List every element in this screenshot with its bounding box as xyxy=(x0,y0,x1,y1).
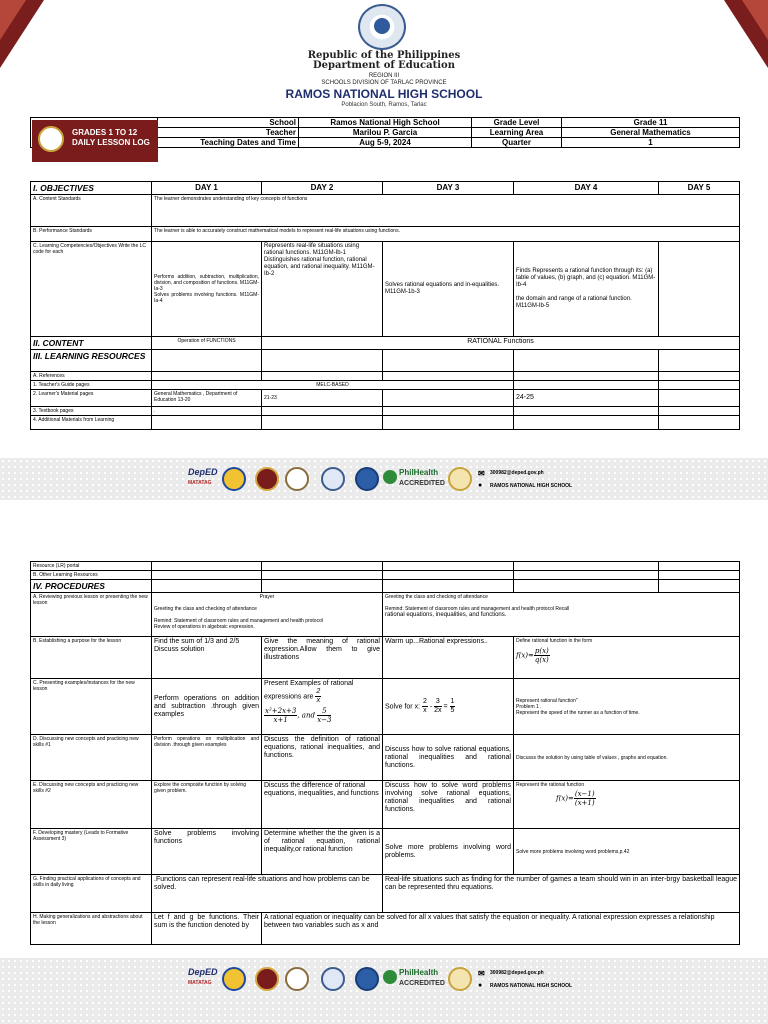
division-text: SCHOOLS DIVISION OF TARLAC PROVINCE xyxy=(321,80,447,86)
discussing2-day4-text: Represent the rational function xyxy=(516,782,585,788)
learning-resources-title: III. LEARNING RESOURCES xyxy=(31,350,152,372)
mastery-day2: Determine whether the the given is a of rational equation, rational inequality,or rational function xyxy=(262,829,383,875)
lc-day2-b: Distinguishes rational function, rational equation, and rational inequality. M11GM-Ib-2 xyxy=(264,257,375,277)
applications-day34: Real-life situations such as finding for the number of games a team should win in an inter-brgy basketball league can be represented thru equations. xyxy=(383,875,740,913)
sdo-seal-icon-2 xyxy=(355,967,379,991)
facebook-text-2: RAMOS NATIONAL HIGH SCHOOL xyxy=(490,983,573,989)
day3-header: DAY 3 xyxy=(383,182,514,195)
review-day12-line3: Review of operations in algebraic expression. xyxy=(154,624,255,630)
review-day34-line2: Remind: Statement of classroom rules and management and health protocol Recall xyxy=(385,606,570,612)
purpose-day1-line1: Find the sum of 1/3 and 2/5 xyxy=(154,638,240,645)
email-icon: ✉ xyxy=(478,469,485,478)
content-title: II. CONTENT xyxy=(31,337,152,350)
matatag-logo: MATATAG xyxy=(188,480,212,486)
mastery-day1: Solve problems involving functions xyxy=(152,829,262,875)
examples-day2 xyxy=(262,679,383,735)
prime-award-icon-2 xyxy=(448,967,472,991)
teacher-label: Teacher xyxy=(158,128,299,138)
accredited-text-2: ACCREDITED xyxy=(399,980,445,987)
day5-header: DAY 5 xyxy=(659,182,740,195)
teaching-dates-value: Aug 5-9, 2024 xyxy=(299,138,472,148)
day1-header: DAY 1 xyxy=(152,182,262,195)
examples-day3-text: Solve for x: xyxy=(385,703,421,711)
deped-logo-icon xyxy=(38,126,64,152)
examples-day4-line3: Represent the speed of the runner as a function of time. xyxy=(516,709,640,716)
discussing1-day3: Discuss how to solve rational equations, rational inequalities and rational functions. xyxy=(383,735,514,781)
school-address: Poblacion South, Ramos, Tarlac xyxy=(341,102,427,108)
footer-page-1 xyxy=(0,458,768,500)
division-seal-icon xyxy=(255,467,279,491)
quarter-value: 1 xyxy=(562,138,740,148)
examples-day2-formula1: $\frac{2}{x}$ xyxy=(316,688,321,704)
footer-page-2 xyxy=(0,958,768,1000)
learners-material-day1: General Mathematics , Department of Education 13-20 xyxy=(152,390,262,407)
document-page-1 xyxy=(0,0,768,458)
review-day34-line3: rational equations, inequalities, and functions. xyxy=(385,612,507,618)
textbook-pages-day1: . xyxy=(152,407,262,416)
examples-day2-formula2: $\frac{\text{x²+2x+3}}{x+1}$ , and $\frac{5}{x-3}$ xyxy=(265,707,332,724)
purpose-day1 xyxy=(152,637,262,679)
discussing2-day3: Discuss how to solve word problems involving solve rational equations, rational inequalities and rational functions. xyxy=(383,781,514,829)
department-text: Department of Education xyxy=(313,60,455,71)
philhealth-text: PhilHealth xyxy=(399,468,439,477)
purpose-day1-line2: Discuss solution xyxy=(154,646,205,653)
generalizations-day1: Let f and g be functions. Their sum is the function denoted by xyxy=(152,913,262,945)
learners-material-day2: 21-23 xyxy=(262,390,383,407)
textbook-pages-label: 3. Textbook pages xyxy=(31,407,152,416)
review-day12-line2: Remind: Statement of classroom rules and management and health protocol xyxy=(154,618,323,624)
learners-material-label: 2. Learner's Material pages xyxy=(31,390,152,407)
day2-header: DAY 2 xyxy=(262,182,383,195)
performance-standards-value: The learner is able to accurately construct mathematical models to represent real-life situations using functions. xyxy=(152,227,740,242)
lc-day1-b: Solves problems involving functions. M11GM-Ia-4 xyxy=(154,292,259,304)
accredited-text: ACCREDITED xyxy=(399,480,445,487)
grade-level-label: Grade Level xyxy=(472,118,562,128)
examples-day4-line1: Represent rational function" xyxy=(516,697,578,704)
examples-day1: Perform operations on addition and subtraction .through given examples xyxy=(152,679,262,735)
lc-day4 xyxy=(514,242,659,337)
mastery-day4: Solve more problems involving word problems,p.42 xyxy=(514,829,740,875)
matatag-logo-2: MATATAG xyxy=(188,980,212,986)
content-day1: Operation of FUNCTIONS xyxy=(152,337,262,350)
purpose-day2: Give the meaning of rational expression.Allow them to give illustrations xyxy=(262,637,383,679)
republic-text: Republic of the Philippines xyxy=(307,50,461,61)
mastery-day3: Solve more problems involving word problems. xyxy=(383,829,514,875)
content-standards-label: A. Content Standards xyxy=(31,195,152,227)
generalizations-day24: A rational equation or inequality can be solved for all x values that satisfy the equation or inequality. A rational expression expresses a relationship between two variables such as x and xyxy=(262,913,740,945)
purpose-day3: Warm up...Rational expressions.. xyxy=(383,637,514,679)
lc-day4-a: Finds Represents a rational function through its: (a) table of values, (b) graph, and (c) equation. M11GM-Ib-4 xyxy=(516,268,656,288)
additional-materials-cont: Resource (LR) portal xyxy=(31,562,152,571)
lc-day3: Solves rational equations and in-equalities. M11GM-1b-3 xyxy=(383,242,514,337)
examples-day2-text: Present Examples of rational expressions are xyxy=(264,680,354,701)
teachers-guide-value: MELC-BASED xyxy=(152,381,514,390)
review-day12 xyxy=(152,593,383,637)
teacher-value: Marilou P. Garcia xyxy=(299,128,472,138)
teaching-dates-label: Teaching Dates and Time xyxy=(158,138,299,148)
other-resources-label: B. Other Learning Resources xyxy=(31,571,152,580)
region-text: REGION III xyxy=(368,73,400,79)
purpose-day4-formula: f(x)= $\frac{p(x)}{q(x)}$ xyxy=(516,647,549,664)
objectives-table xyxy=(30,181,740,430)
applications-day12: .Functions can represent real-life situations and how problems can be solved. xyxy=(152,875,383,913)
dll-badge-line2: DAILY LESSON LOG xyxy=(72,138,150,147)
purpose-day4-text: Define rational function in the form xyxy=(516,638,593,644)
philhealth-icon-2 xyxy=(383,970,397,984)
facebook-icon: ● xyxy=(478,482,483,489)
school-value: Ramos National High School xyxy=(299,118,472,128)
purpose-day4 xyxy=(514,637,740,679)
day4-header: DAY 4 xyxy=(514,182,659,195)
corner-decoration-left-inner xyxy=(0,0,26,40)
review-day34 xyxy=(383,593,740,637)
facebook-icon-2: ● xyxy=(478,982,483,989)
generalizations-label: H. Making generalizations and abstractions about the lesson xyxy=(31,913,152,945)
region-seal-icon xyxy=(321,467,345,491)
email-icon-2: ✉ xyxy=(478,969,485,978)
discussing2-label: E. Discussing new concepts and practicing new skills #2 xyxy=(31,781,152,829)
bagong-pilipinas-icon xyxy=(222,467,246,491)
philhealth-text-2: PhilHealth xyxy=(399,968,439,977)
review-day12-line1: Greeting the class and checking of attendance xyxy=(154,606,257,612)
deped-footer-logo-2: DepED xyxy=(188,967,218,977)
facebook-text: RAMOS NATIONAL HIGH SCHOOL xyxy=(490,483,573,489)
dll-badge-line1: GRADES 1 TO 12 xyxy=(72,128,138,137)
purpose-label: B. Establishing a purpose for the lesson xyxy=(31,637,152,679)
sdo-seal-icon xyxy=(355,467,379,491)
lc-day1-a: Performs addition, subtraction, multiplication, division, and composition of functions. M11GM-Ia-3 xyxy=(154,274,259,292)
review-prayer: Prayer xyxy=(259,594,275,600)
document-page-2 xyxy=(0,500,768,958)
discussing1-day1: Perform operations on multiplication and division .through given examples xyxy=(152,735,262,781)
discussing2-day2: Discuss the difference of rational equations, inequalities, and functions xyxy=(262,781,383,829)
region-seal-icon-2 xyxy=(321,967,345,991)
division-seal-icon-2 xyxy=(255,967,279,991)
philhealth-icon xyxy=(383,470,397,484)
applications-label: G. Finding practical applications of concepts and skills in daily living xyxy=(31,875,152,913)
discussing2-day4 xyxy=(514,781,740,829)
learning-area-label: Learning Area xyxy=(472,128,562,138)
performance-standards-label: B. Performance Standards xyxy=(31,227,152,242)
school-seal-icon-2 xyxy=(285,967,309,991)
school-seal-icon xyxy=(285,467,309,491)
examples-day4-line2: Problem 1 . xyxy=(516,703,542,710)
content-day2to5: RATIONAL Functions xyxy=(262,337,740,350)
objectives-title: I. OBJECTIVES xyxy=(31,182,152,195)
examples-day2-and: , and xyxy=(297,711,315,720)
learning-competencies-label: C. Learning Competencies/Objectives Write the LC code for each xyxy=(31,242,152,337)
discussing1-day2: Discuss the definition of rational equations, rational inequalities, and functions. xyxy=(262,735,383,781)
corner-decoration-right-inner xyxy=(742,0,768,40)
dll-badge xyxy=(32,120,158,162)
lc-day2 xyxy=(262,242,383,337)
email-text-2: 300982@deped.gov.ph xyxy=(490,970,544,976)
mastery-label: F. Developing mastery (Leads to Formative Assessment 3) xyxy=(31,829,152,875)
review-day34-line1: Greeting the class and checking of attendance xyxy=(385,594,488,600)
discussing2-day1: Explore the composite function by solving given problem. xyxy=(152,781,262,829)
bagong-pilipinas-icon-2 xyxy=(222,967,246,991)
school-name: RAMOS NATIONAL HIGH SCHOOL xyxy=(285,87,483,101)
learning-area-value: General Mathematics xyxy=(562,128,740,138)
discussing1-label: D. Discussing new concepts and practicing new skills #1 xyxy=(31,735,152,781)
email-text: 300982@deped.gov.ph xyxy=(490,470,544,476)
examples-label: C. Presenting examples/instances for the new lesson xyxy=(31,679,152,735)
discussing2-day4-formula: f(x)= $\frac{(x-1)}{(x+1)}$ xyxy=(556,790,595,807)
deped-footer-logo: DepED xyxy=(188,467,218,477)
references-label: A. References xyxy=(31,372,152,381)
lc-day1 xyxy=(152,242,262,337)
learners-material-day4: 24-25 xyxy=(514,390,659,407)
grade-level-value: Grade 11 xyxy=(562,118,740,128)
school-label: School xyxy=(158,118,299,128)
procedures-title: IV. PROCEDURES xyxy=(31,580,152,593)
teachers-guide-label: 1. Teacher's Guide pages xyxy=(31,381,152,390)
content-standards-value: The learner demonstrates understanding of key concepts of functions xyxy=(152,195,740,227)
procedures-table xyxy=(30,561,740,945)
lc-day4-b: the domain and range of a rational function. M11GM-Ib-5 xyxy=(516,296,632,309)
additional-materials-label: 4. Additional Materials from Learning xyxy=(31,416,152,430)
discussing1-day4: Discusss the solution by using table of values , graphs and equation. xyxy=(514,735,740,781)
quarter-label: Quarter xyxy=(472,138,562,148)
prime-award-icon xyxy=(448,467,472,491)
deped-seal-icon xyxy=(358,4,406,50)
examples-day3: Solve for x: $\frac{2}{x}$ - $\frac{3}{2x}$ = $\frac{1}{5}$ xyxy=(383,679,514,735)
examples-day4 xyxy=(514,679,740,735)
lc-day2-a: Represents real-life situations using rational functions. M11GM-Ib-1 xyxy=(264,243,360,256)
review-label: A. Reviewing previous lesson or presenting the new lesson xyxy=(31,593,152,637)
